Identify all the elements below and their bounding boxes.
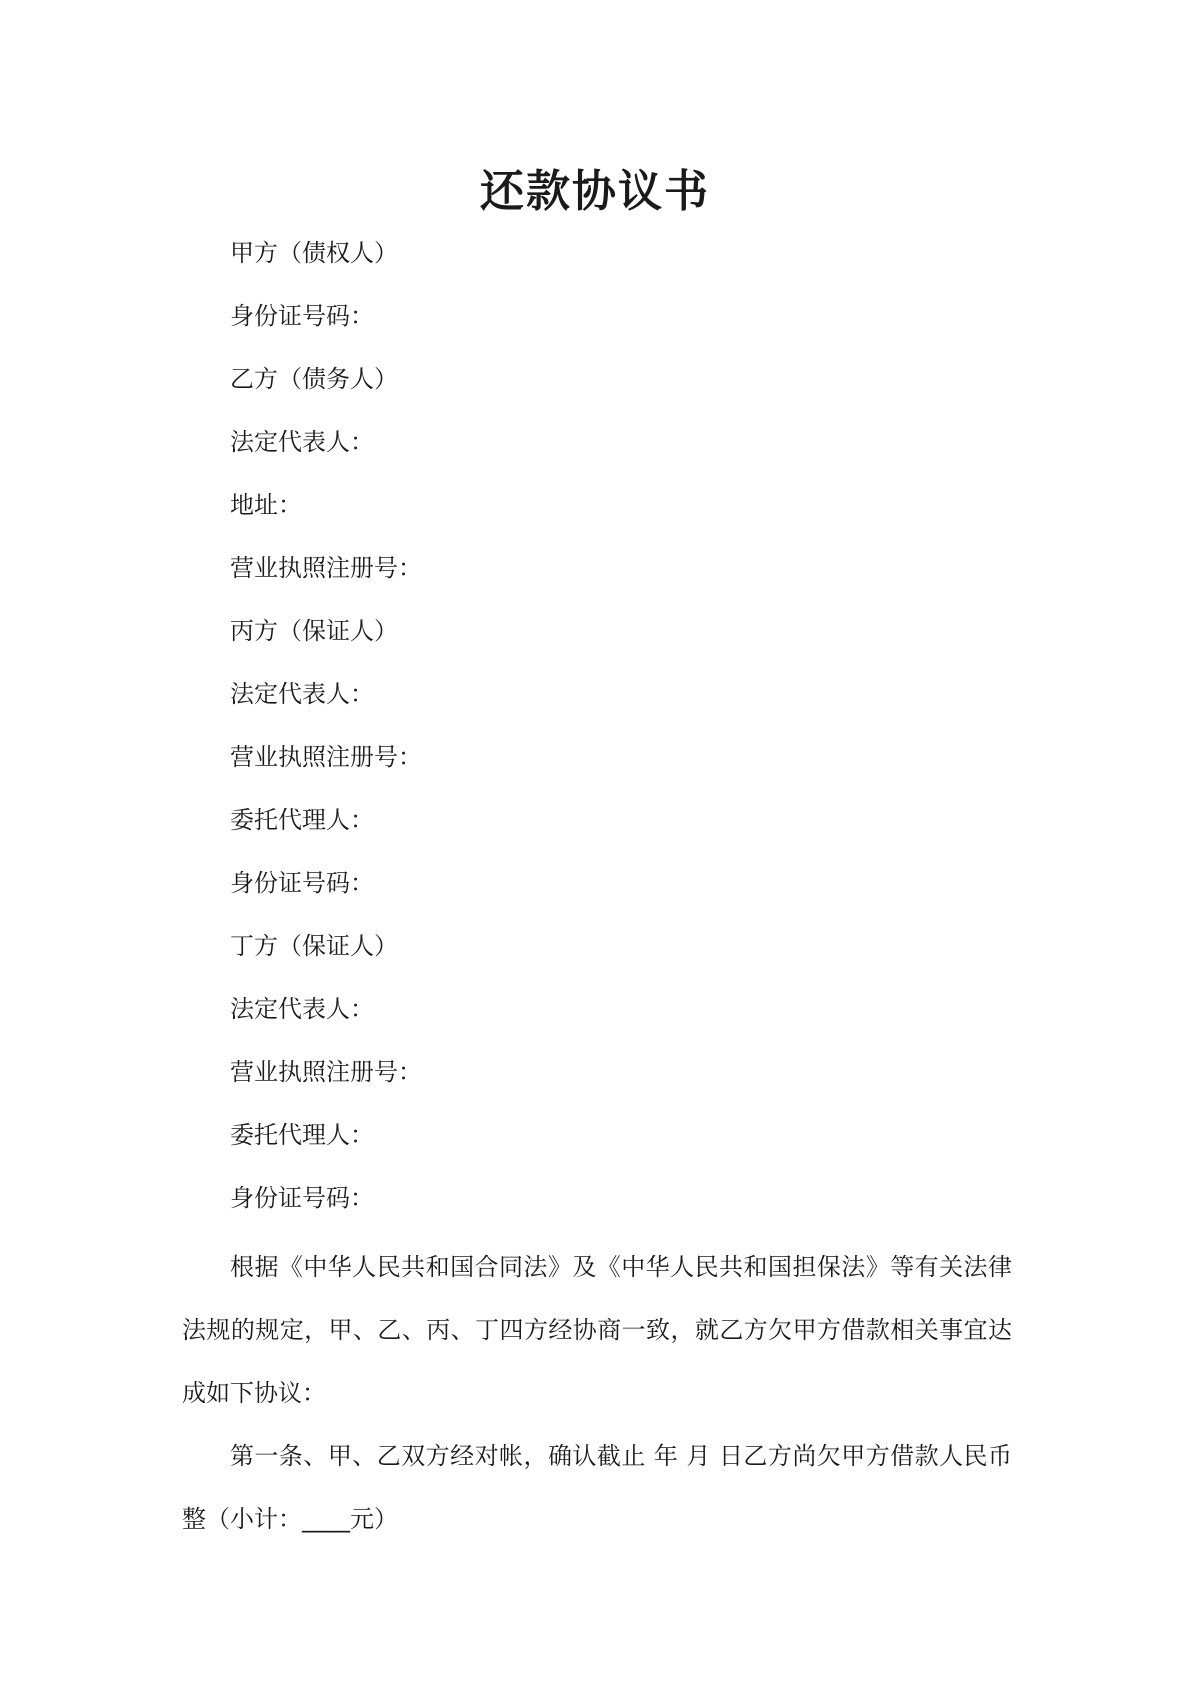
party-d-label: 丁方（保证人） bbox=[230, 932, 398, 960]
document-title: 还款协议书 bbox=[480, 166, 710, 217]
party-c-agent-label: 委托代理人： bbox=[230, 806, 374, 834]
party-a-id-number-label: 身份证号码： bbox=[230, 302, 374, 330]
party-d-id-number-label: 身份证号码： bbox=[230, 1184, 374, 1212]
party-c-legal-representative-label: 法定代表人： bbox=[230, 680, 374, 708]
party-c-business-license-label: 营业执照注册号： bbox=[230, 743, 422, 771]
party-d-agent-label: 委托代理人： bbox=[230, 1121, 374, 1149]
party-d-legal-representative-label: 法定代表人： bbox=[230, 995, 374, 1023]
party-c-label: 丙方（保证人） bbox=[230, 617, 398, 645]
party-c-id-number-label: 身份证号码： bbox=[230, 869, 374, 897]
party-b-address-label: 地址： bbox=[230, 491, 302, 519]
party-b-label: 乙方（债务人） bbox=[230, 365, 398, 393]
preamble-paragraph: 根据《中华人民共和国合同法》及《中华人民共和国担保法》等有关法律法规的规定，甲、乙、丙、丁四方经协商一致，就乙方欠甲方借款相关事宜达成如下协议： bbox=[182, 1253, 1012, 1407]
party-a-label: 甲方（债权人） bbox=[230, 239, 398, 267]
party-b-business-license-label: 营业执照注册号： bbox=[230, 554, 422, 582]
article-one-paragraph: 第一条、甲、乙双方经对帐，确认截止 年 月 日乙方尚欠甲方借款人民币整（小计：____元） bbox=[182, 1442, 1012, 1533]
document-body bbox=[182, 228, 1012, 1551]
party-d-business-license-label: 营业执照注册号： bbox=[230, 1058, 422, 1086]
party-b-legal-representative-label: 法定代表人： bbox=[230, 428, 374, 456]
